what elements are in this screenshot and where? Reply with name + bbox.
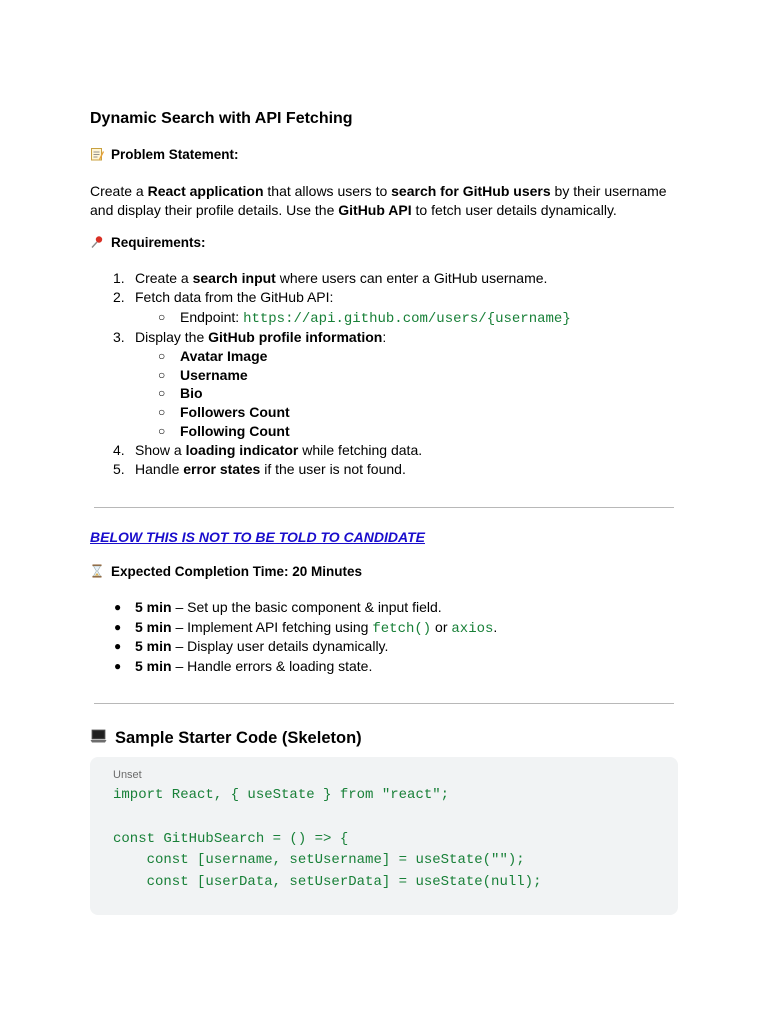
time-list-item-text xyxy=(135,657,372,676)
hollow-bullet-icon: ○ xyxy=(158,349,166,363)
hollow-bullet-icon: ○ xyxy=(158,405,166,419)
internal-note-link[interactable]: BELOW THIS IS NOT TO BE TOLD TO CANDIDATE xyxy=(90,529,425,545)
text-run: Display the xyxy=(135,329,209,345)
hourglass-icon xyxy=(90,564,104,578)
requirements-heading: Requirements: xyxy=(111,235,206,250)
requirements-heading-row xyxy=(90,235,206,250)
document-title: Dynamic Search with API Fetching xyxy=(90,110,353,127)
code-block xyxy=(90,757,678,915)
text-run: or xyxy=(431,619,452,635)
text-run: where users can enter a GitHub username. xyxy=(275,270,548,286)
requirement-subitem-text xyxy=(180,347,267,366)
bold-text: React application xyxy=(147,183,264,199)
time-heading: Expected Completion Time: 20 Minutes xyxy=(111,564,363,579)
bold-text: GitHub API xyxy=(338,202,412,218)
requirement-subitem-text xyxy=(180,308,571,329)
text-run: – Handle errors & loading state. xyxy=(171,658,373,674)
text-run: that allows users to xyxy=(263,183,392,199)
bold-text: Following Count xyxy=(180,423,290,439)
hollow-bullet-icon: ○ xyxy=(158,368,166,382)
bullet-icon: ● xyxy=(114,620,122,634)
list-number: 1. xyxy=(113,270,125,286)
code-line: import React, { useState } from "react"; xyxy=(113,787,450,803)
code-line: const [username, setUsername] = useState(""); xyxy=(113,852,525,868)
time-list-item-text xyxy=(135,618,497,639)
problem-heading: Problem Statement: xyxy=(111,147,239,162)
bold-text: 5 min xyxy=(135,638,172,654)
problem-heading-row xyxy=(90,147,239,162)
text-run: Handle xyxy=(135,461,184,477)
text-run: – Display user details dynamically. xyxy=(171,638,389,654)
code-line: const GitHubSearch = () => { xyxy=(113,831,349,847)
requirement-item-text xyxy=(135,441,422,460)
list-number: 5. xyxy=(113,461,125,477)
text-run: – Implement API fetching using xyxy=(171,619,373,635)
bold-text: Username xyxy=(180,367,248,383)
hollow-bullet-icon: ○ xyxy=(158,386,166,400)
inline-code: axios xyxy=(451,621,494,637)
pushpin-icon xyxy=(90,235,104,249)
bullet-icon: ● xyxy=(114,600,122,614)
text-run: : xyxy=(382,329,387,345)
bold-text: Followers Count xyxy=(180,404,290,420)
bold-text: Bio xyxy=(180,385,203,401)
requirement-subitem-text xyxy=(180,366,248,385)
text-run: by their username and display their profile details. Use the xyxy=(90,183,667,218)
list-number: 3. xyxy=(113,329,125,345)
hollow-bullet-icon: ○ xyxy=(158,310,166,324)
divider xyxy=(94,703,674,704)
bold-text: error states xyxy=(183,461,261,477)
text-run: Fetch data from the GitHub API: xyxy=(135,289,334,305)
list-number: 4. xyxy=(113,442,125,458)
starter-heading-row xyxy=(90,728,362,748)
bullet-icon: ● xyxy=(114,639,122,653)
bold-text: GitHub profile information xyxy=(208,329,383,345)
text-run: Show a xyxy=(135,442,186,458)
hollow-bullet-icon: ○ xyxy=(158,424,166,438)
requirement-item-text xyxy=(135,460,406,479)
requirement-item-text xyxy=(135,288,333,307)
problem-paragraph xyxy=(90,182,690,220)
bold-text: 5 min xyxy=(135,658,172,674)
requirement-subitem-text xyxy=(180,403,290,422)
inline-code: https://api.github.com/users/{username} xyxy=(243,311,571,327)
code-line: const [userData, setUserData] = useState(null); xyxy=(113,874,542,890)
starter-heading: Sample Starter Code (Skeleton) xyxy=(115,729,362,747)
bold-text: Avatar Image xyxy=(180,348,268,364)
text-run: – Set up the basic component & input field. xyxy=(171,599,442,615)
bullet-icon: ● xyxy=(114,659,122,673)
time-list-item-text xyxy=(135,598,442,617)
bold-text: search input xyxy=(192,270,276,286)
text-run: if the user is not found. xyxy=(260,461,406,477)
text-run: while fetching data. xyxy=(298,442,423,458)
memo-icon xyxy=(90,147,104,161)
laptop-icon xyxy=(90,728,107,745)
bold-text: 5 min xyxy=(135,619,172,635)
code-language-label: Unset xyxy=(113,769,142,781)
time-list-item-text xyxy=(135,637,388,656)
text-run: to fetch user details dynamically. xyxy=(411,202,617,218)
requirement-subitem-text xyxy=(180,384,203,403)
list-number: 2. xyxy=(113,289,125,305)
text-run: Create a xyxy=(135,270,193,286)
inline-code: fetch() xyxy=(372,621,432,637)
requirement-item-text xyxy=(135,328,386,347)
requirement-subitem-text xyxy=(180,422,290,441)
bold-text: loading indicator xyxy=(185,442,299,458)
bold-text: 5 min xyxy=(135,599,172,615)
text-run: . xyxy=(493,619,498,635)
bold-text: search for GitHub users xyxy=(391,183,551,199)
text-run: Endpoint: xyxy=(180,309,244,325)
time-heading-row xyxy=(90,564,362,579)
divider xyxy=(94,507,674,508)
requirement-item-text xyxy=(135,269,547,288)
text-run: Create a xyxy=(90,183,148,199)
